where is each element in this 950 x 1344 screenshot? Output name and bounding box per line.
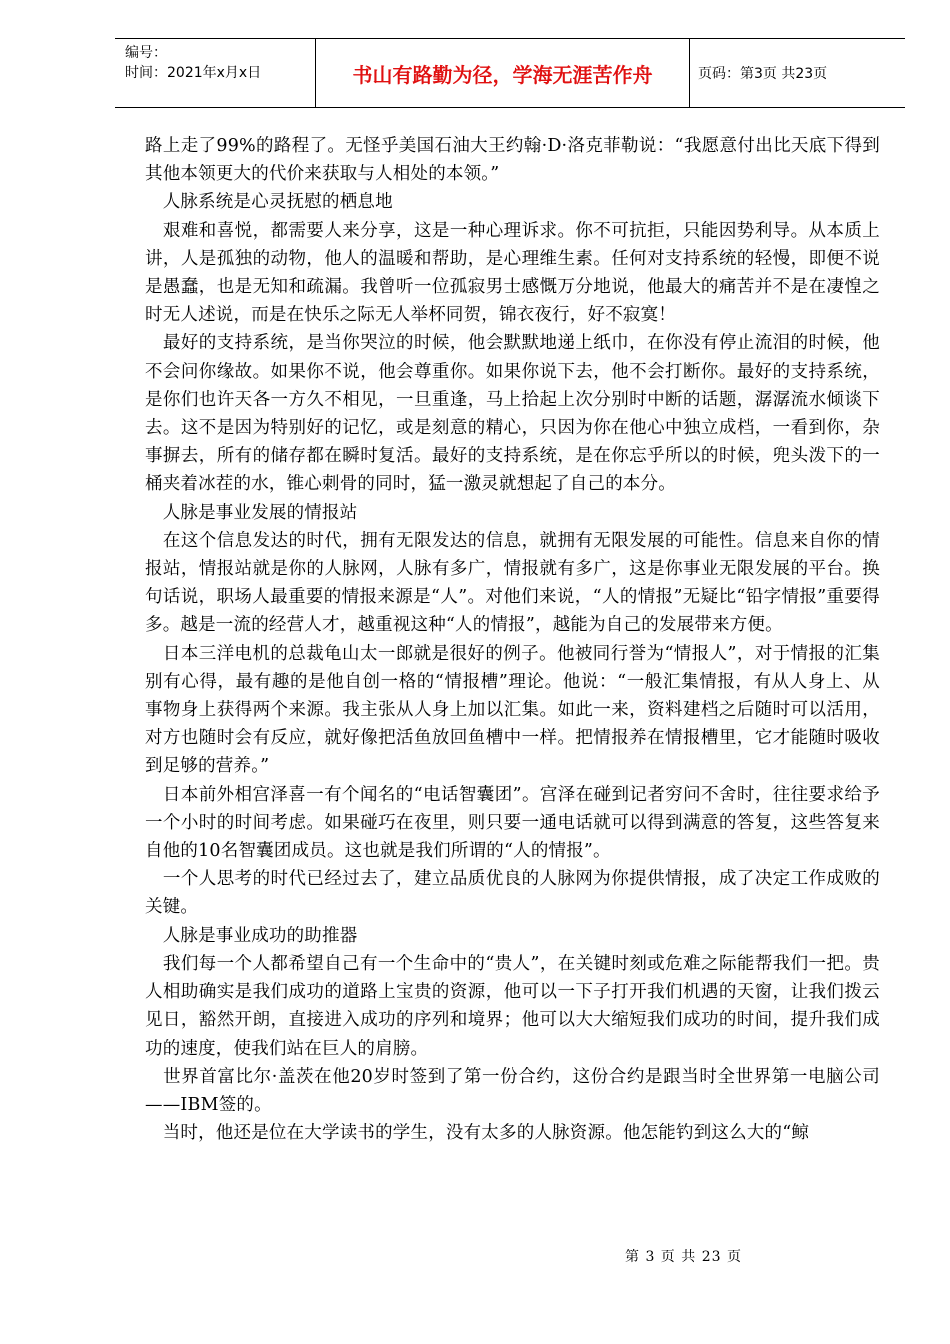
header-page-info: 页码：第3页 共23页	[698, 66, 828, 82]
paragraph: 最好的支持系统，是当你哭泣的时候，他会默默地递上纸巾，在你没有停止流泪的时候，他不会问你缘故。如果你不说，他会尊重你。如果你说下去，他不会打断你。最好的支持系统，是你们也许天各一方久不相见，一旦重逢，马上拾起上次分别时中断的话题，潺潺流水倾谈下去。这不是因为特别好的记忆，或是刻意的精心，只因为你在他心中独立成档，一看到你，杂事摒去，所有的储存都在瞬时复活。最好的支持系统，是在你忘乎所以的时候，兜头泼下的一桶夹着冰茬的水，锥心刺骨的同时，猛一激灵就想起了自己的本分。	[145, 333, 880, 495]
header-meta	[115, 39, 315, 107]
section-heading: 人脉是事业成功的助推器	[145, 925, 358, 946]
section-heading: 人脉是事业发展的情报站	[145, 502, 358, 523]
header-motto: 书山有路勤为径，学海无涯苦作舟	[315, 39, 690, 107]
document-body	[145, 132, 880, 1147]
paragraph: 当时，他还是位在大学读书的学生，没有太多的人脉资源。他怎能钓到这么大的“鲸	[145, 1123, 810, 1144]
paragraph: 我们每一个人都希望自己有一个生命中的“贵人”，在关键时刻或危难之际能帮我们一把。贵人相助确实是我们成功的道路上宝贵的资源，他可以一下子打开我们机遇的天窗，让我们拨云见日，豁然开朗，直接进入成功的序列和境界；他可以大大缩短我们成功的时间，提升我们成功的速度，使我们站在巨人的肩膀。	[145, 953, 880, 1059]
section-heading: 人脉系统是心灵抚慰的栖息地	[145, 192, 393, 213]
paragraph: 世界首富比尔·盖茨在他20岁时签到了第一份合约，这份合约是跟当时全世界第一电脑公司——IBM签的。	[145, 1066, 880, 1115]
document-number-label: 编号：	[125, 45, 167, 61]
paragraph: 艰难和喜悦，都需要人来分享，这是一种心理诉求。你不可抗拒，只能因势利导。从本质上讲，人是孤独的动物，他人的温暖和帮助，是心理维生素。任何对支持系统的轻慢，即便不说是愚蠢，也是无知和疏漏。我曾听一位孤寂男士感慨万分地说，他最大的痛苦并不是在凄惶之时无人述说，而是在快乐之际无人举杯同贺，锦衣夜行，好不寂寞！	[145, 220, 880, 326]
page-header	[115, 38, 905, 108]
paragraph: 在这个信息发达的时代，拥有无限发达的信息，就拥有无限发展的可能性。信息来自你的情报站，情报站就是你的人脉网，人脉有多广，情报就有多广，这是你事业无限发展的平台。换句话说，职场人最重要的情报来源是“人”。对他们来说，“人的情报”无疑比“铅字情报”重要得多。越是一流的经营人才，越重视这种“人的情报”，越能为自己的发展带来方便。	[145, 530, 880, 636]
document-time-label: 时间：2021年x月x日	[125, 65, 262, 81]
paragraph: 日本前外相宫泽喜一有个闻名的“电话智囊团”。宫泽在碰到记者穷问不舍时，往往要求给予一个小时的时间考虑。如果碰巧在夜里，则只要一通电话就可以得到满意的答复，这些答复来自他的10名智囊团成员。这也就是我们所谓的“人的情报”。	[145, 784, 880, 862]
page-footer: 第 3 页 共 23 页	[625, 1249, 742, 1265]
paragraph: 一个人思考的时代已经过去了，建立品质优良的人脉网为你提供情报，成了决定工作成败的关键。	[145, 869, 880, 918]
paragraph: 路上走了99%的路程了。无怪乎美国石油大王约翰·D·洛克菲勒说：“我愿意付出比天底下得到其他本领更大的代价来获取与人相处的本领。”	[145, 136, 880, 185]
paragraph: 日本三洋电机的总裁龟山太一郎就是很好的例子。他被同行誉为“情报人”，对于情报的汇集别有心得，最有趣的是他自创一格的“情报槽”理论。他说：“一般汇集情报，有从人身上、从事物身上获得两个来源。我主张从人身上加以汇集。如此一来，资料建档之后随时可以活用，对方也随时会有反应，就好像把活鱼放回鱼槽中一样。把情报养在情报槽里，它才能随时吸收到足够的营养。”	[145, 643, 880, 777]
